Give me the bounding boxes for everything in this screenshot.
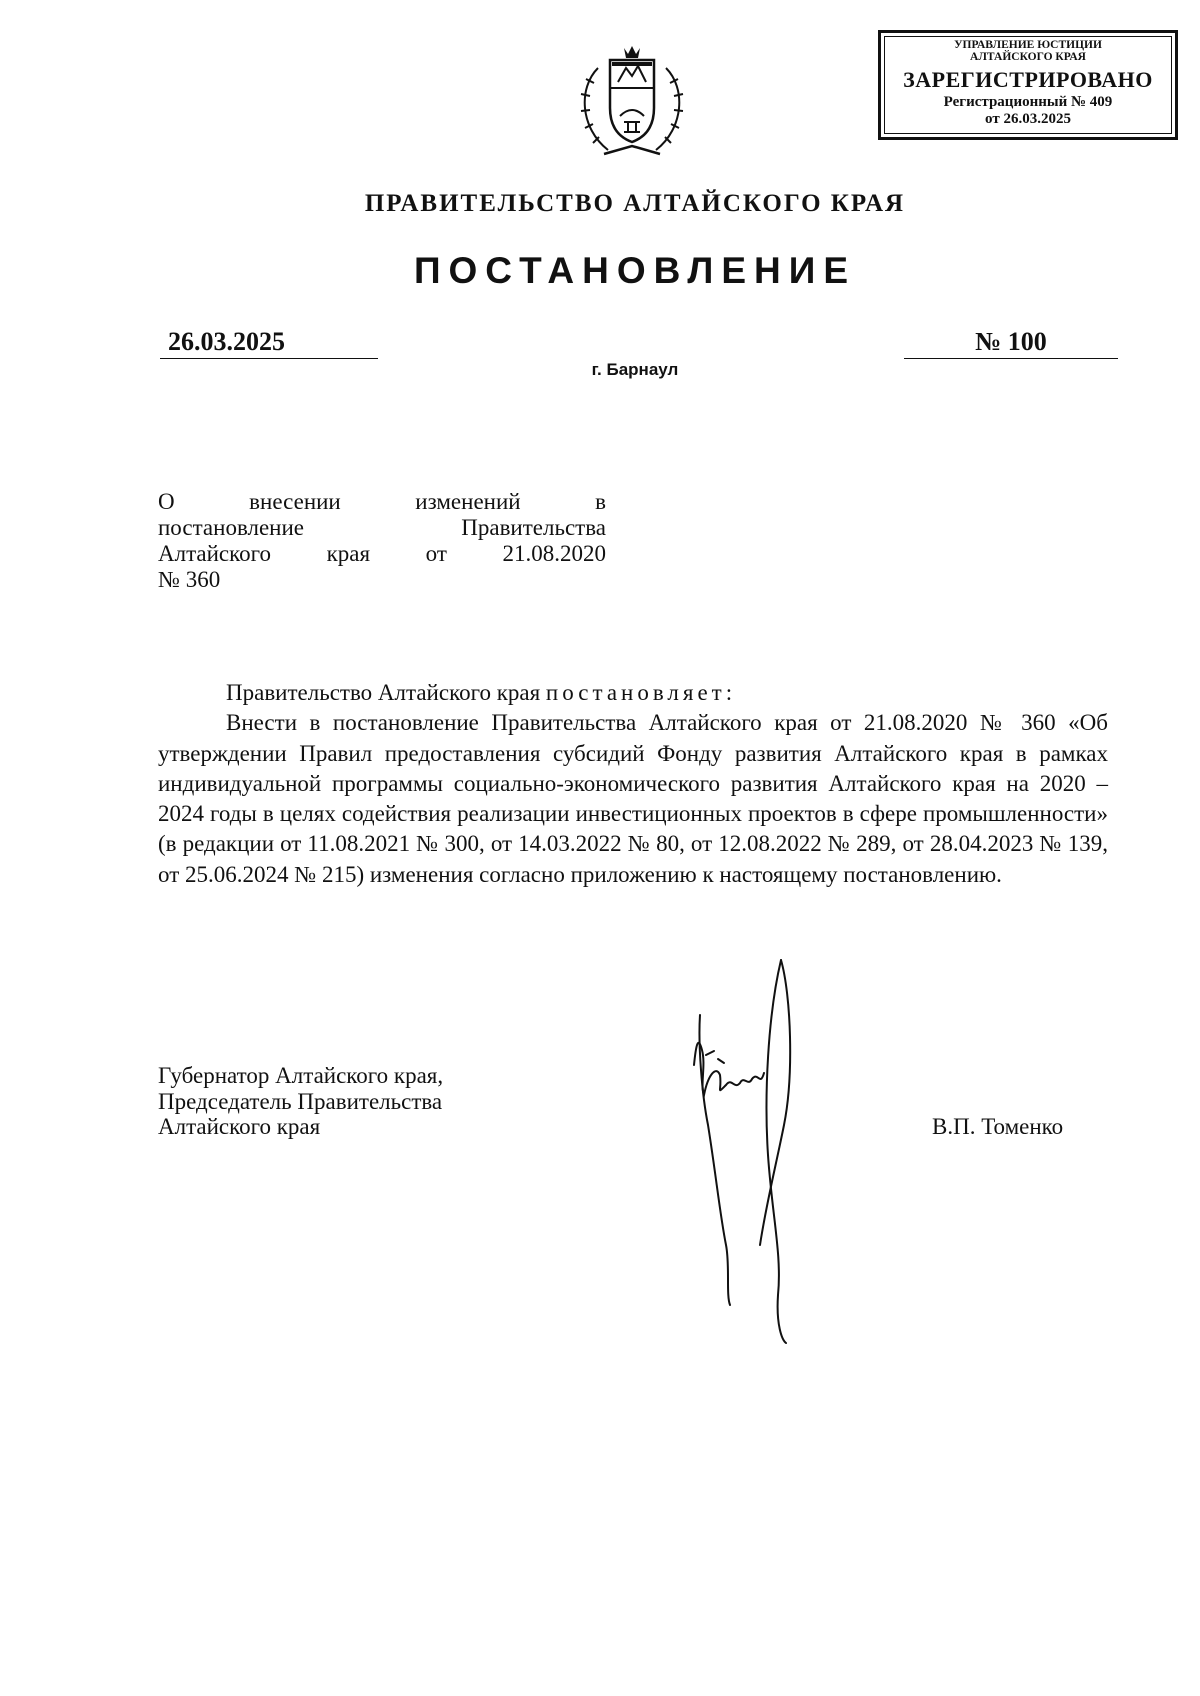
document-subject bbox=[158, 489, 606, 593]
signatory-title-line: Губернатор Алтайского края, bbox=[158, 1063, 444, 1088]
document-number: № 100 bbox=[904, 326, 1118, 359]
main-paragraph: Внести в постановление Правительства Алтайского края от 21.08.2020 № 360 «Об утверждении Правил предоставления субсидий Фонду развития Алтайского края в рамках индивидуальной программы социально-экономического развития Алтайского края на 2020 – 2024 годы в целях содействия реализации инвестиционных проектов в сфере промышленности» (в редакции от 11.08.2021 № 300, от 14.03.2022 № 80, от 12.08.2022 № 289, от 28.04.2023 № 139, от 25.06.2024 № 215) изменения согласно приложению к настоящему постановлению. bbox=[158, 710, 1108, 887]
stamp-reg-date: от 26.03.2025 bbox=[985, 111, 1071, 127]
stamp-authority-line1: УПРАВЛЕНИЕ ЮСТИЦИИ bbox=[954, 39, 1102, 51]
subject-line: Алтайского края от 21.08.2020 bbox=[158, 541, 606, 566]
intro-paragraph bbox=[158, 678, 1108, 708]
signatory-title-line: Председатель Правительства bbox=[158, 1088, 443, 1114]
coat-of-arms-emblem bbox=[568, 38, 696, 166]
subject-line: О внесении изменений в bbox=[158, 489, 606, 514]
intro-prefix: Правительство Алтайского края bbox=[226, 680, 546, 705]
document-city: г. Барнаул bbox=[591, 360, 679, 379]
document-body bbox=[158, 678, 1108, 890]
government-title: ПРАВИТЕЛЬСТВО АЛТАЙСКОГО КРАЯ bbox=[364, 190, 906, 217]
stamp-reg-number: Регистрационный № 409 bbox=[943, 94, 1113, 110]
document-date: 26.03.2025 bbox=[160, 326, 378, 359]
stamp-authority-line2: АЛТАЙСКОГО КРАЯ bbox=[970, 51, 1086, 63]
signatory-title-line: Алтайского края bbox=[158, 1114, 321, 1139]
document-type: ПОСТАНОВЛЕНИЕ bbox=[413, 250, 857, 291]
subject-line: № 360 bbox=[158, 567, 221, 592]
registration-stamp bbox=[878, 30, 1178, 140]
intro-verb: постановляет bbox=[545, 680, 726, 705]
signatory-name: В.П. Томенко bbox=[932, 1114, 1064, 1139]
intro-suffix: : bbox=[725, 680, 733, 705]
subject-line: постановление Правительства bbox=[158, 515, 606, 540]
signatory-title bbox=[158, 1063, 443, 1140]
stamp-status: ЗАРЕГИСТРИРОВАНО bbox=[903, 67, 1153, 92]
handwritten-signature bbox=[686, 955, 846, 1345]
